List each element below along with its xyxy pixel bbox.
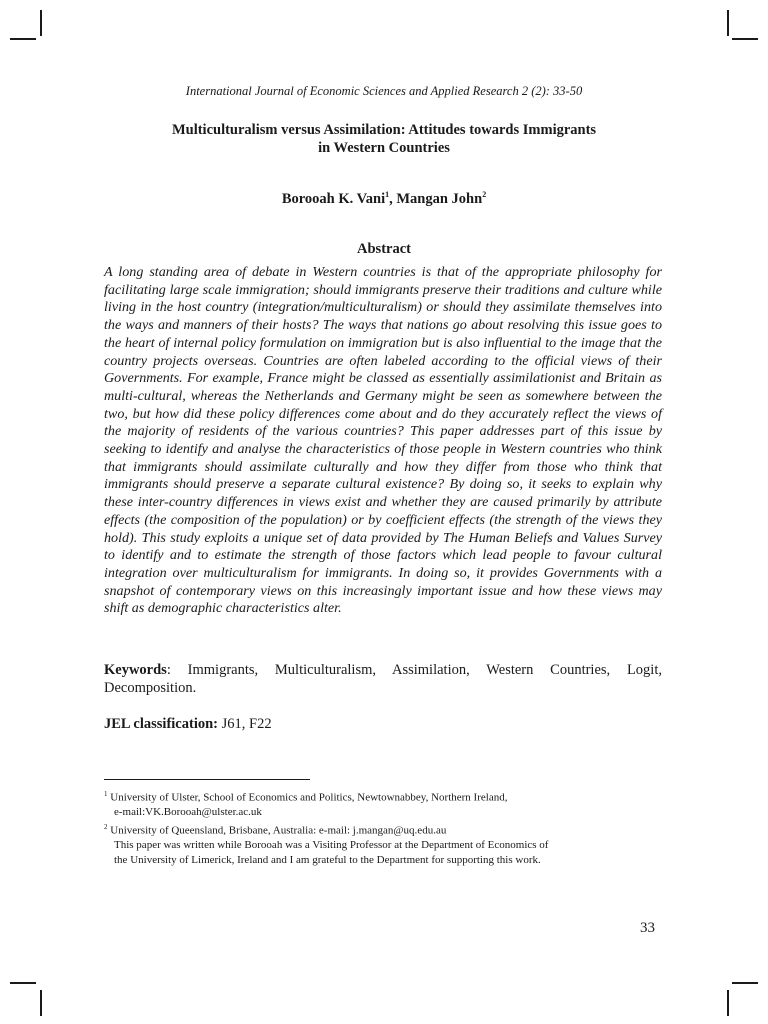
footnote-text: University of Ulster, School of Economics and Politics, Newtownabbey, Northern Ireland,	[107, 791, 508, 804]
paper-title	[104, 121, 664, 157]
crop-mark-br-horizontal	[732, 982, 758, 984]
jel-classification	[104, 716, 272, 733]
crop-mark-br-vertical	[727, 990, 729, 1016]
footnote-divider	[104, 779, 310, 780]
author-separator: ,	[389, 190, 397, 207]
crop-mark-tl-vertical	[40, 10, 42, 36]
footnote-1-email: e-mail:VK.Borooah@ulster.ac.uk	[114, 806, 262, 819]
keywords-separator: :	[166, 662, 188, 678]
footnotes	[104, 787, 664, 867]
crop-mark-bl-horizontal	[10, 982, 36, 984]
crop-mark-bl-vertical	[40, 990, 42, 1016]
jel-label: JEL classification:	[104, 716, 218, 732]
title-line-2: in Western Countries	[318, 140, 450, 156]
keywords-text: Immigrants, Multiculturalism, Assimilation, Western Countries, Logit, Decomposition.	[104, 662, 662, 696]
crop-mark-tl-horizontal	[10, 38, 36, 40]
footnote-text: University of Queensland, Brisbane, Australia: e-mail: j.mangan@uq.edu.au	[107, 824, 447, 837]
author-list	[104, 190, 664, 208]
footnote-2-note-line-1: This paper was written while Borooah was a Visiting Professor at the Department of Economics of	[114, 839, 549, 852]
author-name: Mangan John	[396, 190, 483, 207]
page-number: 33	[640, 920, 655, 936]
title-line-1: Multiculturalism versus Assimilation: Attitudes towards Immigrants	[171, 122, 597, 138]
abstract-body: A long standing area of debate in Western countries is that of the appropriate philosophy for facilitating large scale immigration; should immigrants preserve their traditions and culture while living in the host country (integration/multiculturalism) or should they assimilate themselves into the ways and manners of their hosts? The ways that nations go about resolving this issue goes to the heart of internal policy formulation on immigration but is also influential to the image that the country projects overseas. Countries are often labeled according to the official views of their Governments. For example, France might be classed as essentially assimilationist and Britain as multi-cultural, whereas the Netherlands and Germany might be seen as somewhere between the two, but how did these policy differences come about and do they accurately reflect the views of the majority of residents of the various countries? This paper addresses part of this issue by seeking to identify and analyse the characteristics of those people in Western countries who think that immigrants should assimilate culturally and how they differ from those who think that immigrants should preserve a separate cultural existence? By doing so, it seeks to explain why these inter-country differences in views exist and whether they are caused primarily by attribute effects (the composition of the population) or by coefficient effects (the strength of the views they hold). This study exploits a unique set of data provided by The Human Beliefs and Values Survey to identify and to estimate the strength of those factors which lead people to favour cultural integration over multiculturalism for immigrants. In doing so, it provides Governments with a snapshot of contemporary views on this increasingly important issue and how these views may shift as demographic characteristics alter.	[104, 264, 662, 617]
journal-header: International Journal of Economic Sciences and Applied Research 2 (2): 33-50	[185, 84, 583, 98]
footnote-2	[104, 820, 664, 838]
author-name: Borooah K. Vani	[281, 190, 386, 207]
keywords-section	[104, 661, 662, 697]
footnote-marker: 2	[104, 822, 108, 831]
author-affiliation-marker: 2	[482, 190, 487, 199]
footnote-2-note-line-2: the University of Limerick, Ireland and I am grateful to the Department for supporting this work.	[114, 853, 541, 866]
footnote-marker: 1	[104, 790, 108, 798]
footnote-1	[104, 787, 664, 805]
keywords-label: Keywords	[104, 662, 167, 678]
author-affiliation-marker: 1	[385, 190, 390, 199]
crop-mark-tr-vertical	[727, 10, 729, 36]
crop-mark-tr-horizontal	[732, 38, 758, 40]
abstract-heading: Abstract	[357, 241, 411, 257]
jel-codes: J61, F22	[218, 716, 272, 732]
